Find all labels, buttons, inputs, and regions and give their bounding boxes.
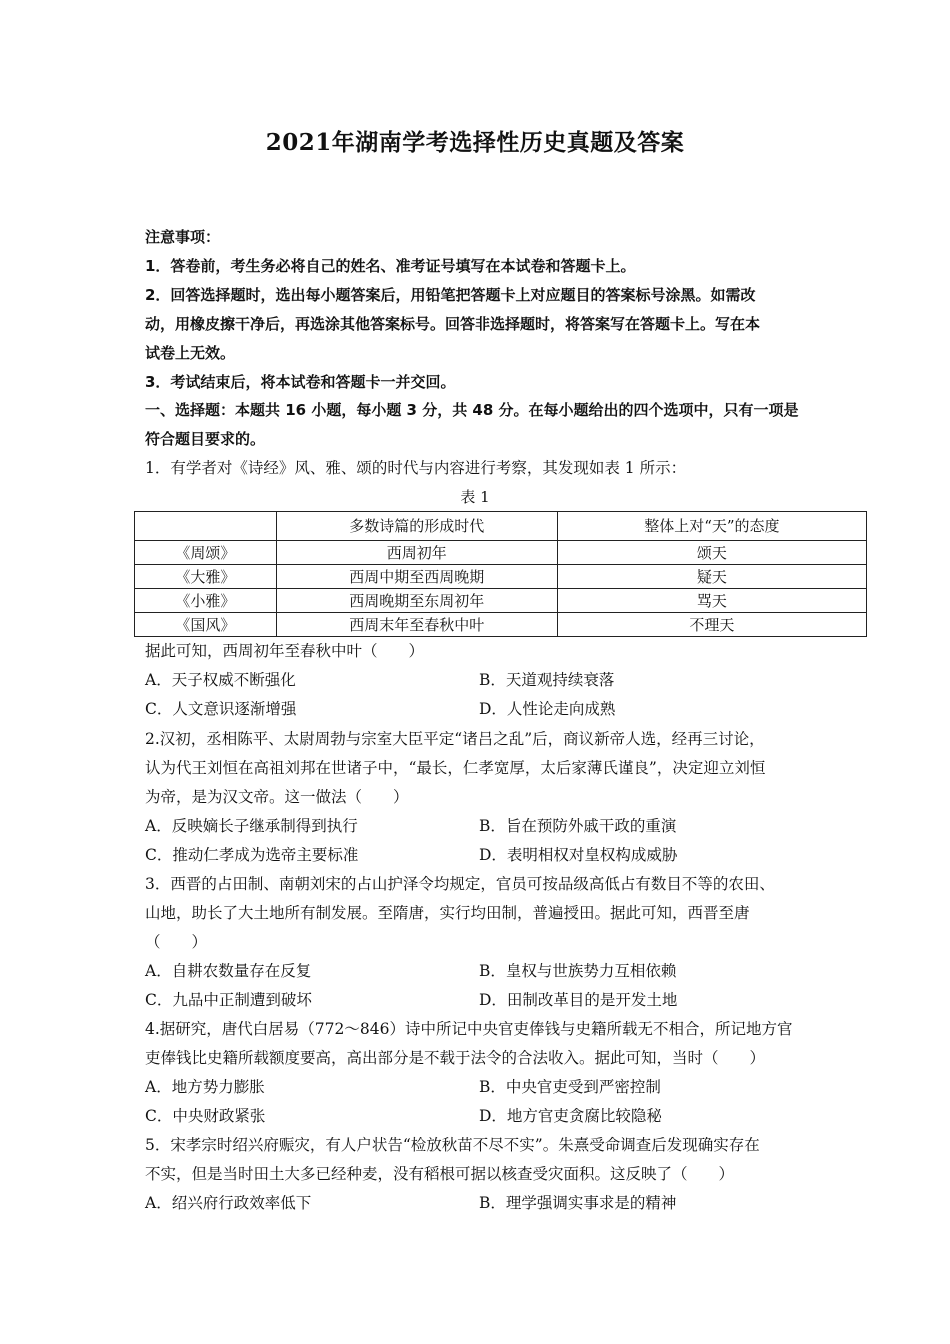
q2-stem-line-2: 认为代王刘恒在高祖刘邦在世诸子中，“最长，仁孝宽厚，太后家薄氏谨良”，决定迎立刘恒: [145, 759, 766, 777]
table-cell: 西周末年至春秋中叶: [276, 613, 557, 637]
q3-option-d: D．田制改革目的是开发土地: [479, 991, 678, 1009]
section-heading-line-2: 符合题目要求的。: [145, 430, 266, 448]
table-row: [135, 613, 867, 637]
notice-heading: 注意事项：: [145, 228, 221, 246]
q2-option-b: B．旨在预防外戚干政的重演: [479, 817, 677, 835]
q3-stem-line-2: 山地，助长了大土地所有制发展。至隋唐，实行均田制，普遍授田。据此可知，西晋至唐: [145, 904, 750, 922]
notice-item-2-line-2: 动，用橡皮擦干净后，再选涂其他答案标号。回答非选择题时，将答案写在答题卡上。写在本: [145, 315, 761, 333]
q2-stem-line-3: 为帝，是为汉文帝。这一做法（ ）: [145, 788, 409, 806]
q1-stem: 1．有学者对《诗经》风、雅、颂的时代与内容进行考察，其发现如表 1 所示：: [145, 459, 687, 477]
q1-option-b: B．天道观持续衰落: [479, 671, 615, 689]
table-header-cell: 整体上对“天”的态度: [557, 512, 866, 541]
q4-option-c: C．中央财政紧张: [145, 1107, 266, 1125]
q5-stem-line-2: 不实，但是当时田土大多已经种麦，没有稻根可据以核查受灾面积。这反映了（ ）: [145, 1165, 735, 1183]
q2-stem-line-1: 2.汉初，丞相陈平、太尉周勃与宗室大臣平定“诸吕之乱”后，商议新帝人选，经再三讨论，: [145, 730, 765, 748]
q3-stem-line-1: 3．西晋的占田制、南朝刘宋的占山护泽令均规定，官员可按品级高低占有数目不等的农田、: [145, 875, 775, 893]
table-header-cell: 多数诗篇的形成时代: [276, 512, 557, 541]
table-header-cell: [135, 512, 277, 541]
q4-option-d: D．地方官吏贪腐比较隐秘: [479, 1107, 662, 1125]
table-cell: 《小雅》: [135, 589, 277, 613]
q1-option-a: A．天子权威不断强化: [145, 671, 296, 689]
q5-stem-line-1: 5．宋孝宗时绍兴府赈灾，有人户状告“检放秋苗不尽不实”。朱熹受命调查后发现确实存在: [145, 1136, 760, 1154]
q4-stem-line-1: 4.据研究，唐代白居易（772～846）诗中所记中央官吏俸钱与史籍所载无不相合，所记地方官: [145, 1020, 793, 1038]
q2-option-a: A．反映嫡长子继承制得到执行: [145, 817, 358, 835]
section-heading-line-1: 一、选择题：本题共 16 小题，每小题 3 分，共 48 分。在每小题给出的四个选项中，只有一项是: [145, 401, 799, 419]
q2-option-d: D．表明相权对皇权构成威胁: [479, 846, 678, 864]
table-row: [135, 541, 867, 565]
notice-item-1: 1．答卷前，考生务必将自己的姓名、准考证号填写在本试卷和答题卡上。: [145, 257, 636, 275]
table-cell: 西周晚期至东周初年: [276, 589, 557, 613]
table-cell: 骂天: [557, 589, 866, 613]
table-cell: 西周初年: [276, 541, 557, 565]
q2-option-c: C．推动仁孝成为选帝主要标准: [145, 846, 359, 864]
table-caption: 表 1: [460, 488, 490, 506]
table-cell: 颂天: [557, 541, 866, 565]
q5-option-a: A．绍兴府行政效率低下: [145, 1194, 312, 1212]
table-cell: 《大雅》: [135, 565, 277, 589]
table-row: [135, 589, 867, 613]
table-cell: 西周中期至西周晚期: [276, 565, 557, 589]
table-cell: 不理天: [557, 613, 866, 637]
page-title: 2021年湖南学考选择性历史真题及答案: [265, 129, 685, 156]
q1-option-d: D．人性论走向成熟: [479, 700, 616, 718]
q5-option-b: B．理学强调实事求是的精神: [479, 1194, 677, 1212]
q3-option-c: C．九品中正制遭到破坏: [145, 991, 312, 1009]
q3-option-b: B．皇权与世族势力互相依赖: [479, 962, 677, 980]
q3-option-a: A．自耕农数量存在反复: [145, 962, 312, 980]
poetry-table: [134, 511, 867, 637]
q1-question: 据此可知，西周初年至春秋中叶（ ）: [145, 642, 425, 660]
q4-stem-line-2: 吏俸钱比史籍所载额度要高，高出部分是不载于法令的合法收入。据此可知，当时（ ）: [145, 1049, 766, 1067]
q1-option-c: C．人文意识逐渐增强: [145, 700, 297, 718]
table-row: [135, 565, 867, 589]
notice-item-3: 3．考试结束后，将本试卷和答题卡一并交回。: [145, 373, 456, 391]
table-cell: 疑天: [557, 565, 866, 589]
table-cell: 《国风》: [135, 613, 277, 637]
q4-option-b: B．中央官吏受到严密控制: [479, 1078, 661, 1096]
q3-stem-line-3: （ ）: [145, 933, 208, 951]
table-header-row: [135, 512, 867, 541]
notice-item-2-line-3: 试卷上无效。: [145, 344, 236, 362]
q4-option-a: A．地方势力膨胀: [145, 1078, 265, 1096]
table-cell: 《周颂》: [135, 541, 277, 565]
notice-item-2-line-1: 2．回答选择题时，选出每小题答案后，用铅笔把答题卡上对应题目的答案标号涂黑。如需改: [145, 286, 756, 304]
